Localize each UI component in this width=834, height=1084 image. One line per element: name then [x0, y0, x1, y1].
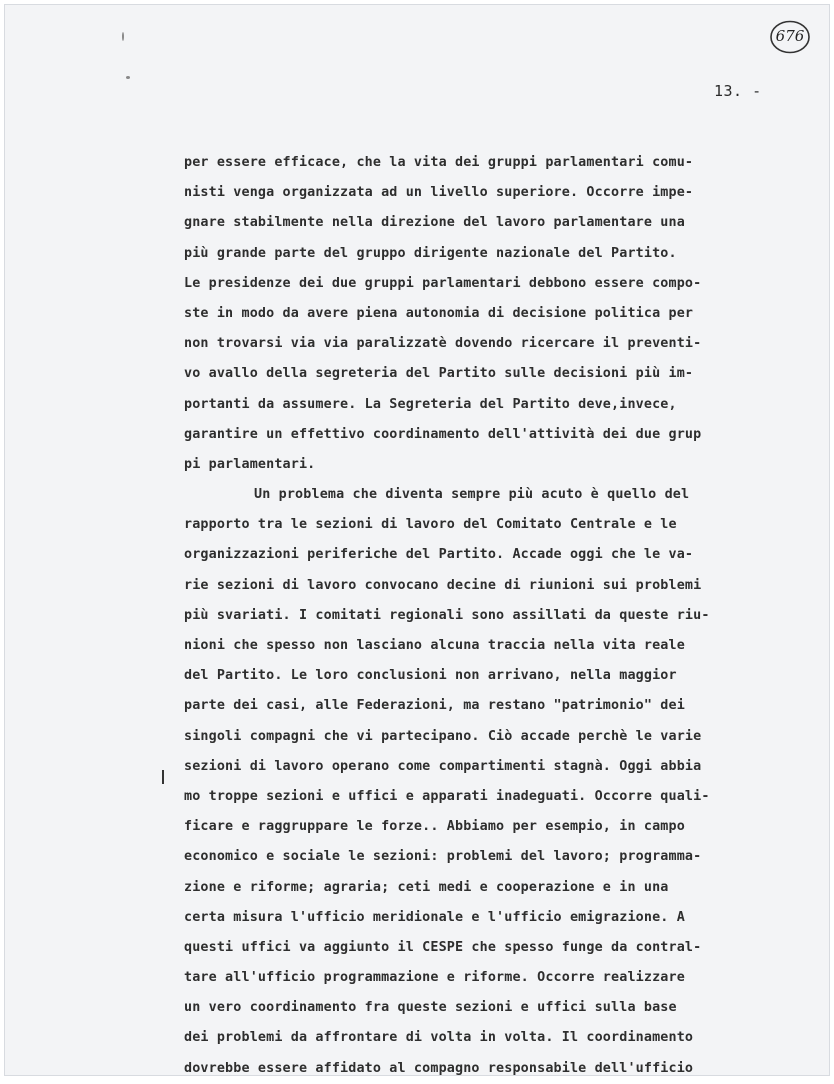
text-line: vo avallo della segreteria del Partito sulle decisioni più im- [184, 366, 694, 382]
text-line: nisti venga organizzata ad un livello superiore. Occorre impe- [184, 185, 694, 201]
typewritten-page [4, 4, 830, 1076]
text-line: pi parlamentari. [184, 456, 316, 472]
text-line: gnare stabilmente nella direzione del lavoro parlamentare una [184, 215, 685, 231]
text-line: dovrebbe essere affidato al compagno responsabile dell'ufficio [184, 1060, 694, 1076]
page-number: 13. - [714, 82, 762, 100]
body-text [184, 148, 810, 1084]
text-line: sezioni di lavoro operano come compartimenti stagnà. Oggi abbia [184, 758, 702, 774]
text-line: rapporto tra le sezioni di lavoro del Comitato Centrale e le [184, 517, 677, 533]
text-line: un vero coordinamento fra queste sezioni e uffici sulla base [184, 1000, 677, 1016]
text-line: certa misura l'ufficio meridionale e l'ufficio emigrazione. A [184, 909, 685, 925]
text-line: rie sezioni di lavoro convocano decine di riunioni sui problemi [184, 577, 702, 593]
text-line: non trovarsi via via paralizzatè dovendo ricercare il preventi- [184, 336, 702, 352]
text-line: singoli compagni che vi partecipano. Ciò accade perchè le varie [184, 728, 702, 744]
text-line: ste in modo da avere piena autonomia di decisione politica per [184, 305, 694, 321]
text-line: tare all'ufficio programmazione e riforme. Occorre realizzare [184, 970, 685, 986]
text-line: Un problema che diventa sempre più acuto è quello del [254, 487, 690, 503]
text-line: questi uffici va aggiunto il CESPE che spesso funge da contral- [184, 939, 702, 955]
text-line: garantire un effettivo coordinamento dell'attività dei due grup [184, 426, 702, 442]
text-line: più svariati. I comitati regionali sono assillati da queste riu- [184, 607, 710, 623]
text-line: economico e sociale le sezioni: problemi del lavoro; programma- [184, 849, 702, 865]
text-line: Le presidenze dei due gruppi parlamentari debbono essere compo- [184, 275, 702, 291]
folio-number: 676 [775, 27, 805, 45]
text-line: zione e riforme; agraria; ceti medi e cooperazione e in una [184, 879, 669, 895]
margin-mark [162, 770, 164, 784]
text-line: organizzazioni periferiche del Partito. Accade oggi che le va- [184, 547, 694, 563]
text-line: per essere efficace, che la vita dei gruppi parlamentari comu- [184, 155, 694, 170]
text-line: parte dei casi, alle Federazioni, ma restano "patrimonio" dei [184, 698, 685, 714]
text-line: dei problemi da affrontare di volta in volta. Il coordinamento [184, 1030, 694, 1046]
folio-stamp [768, 18, 812, 56]
text-line: ficare e raggruppare le forze.. Abbiamo per esempio, in campo [184, 819, 685, 835]
text-line: nioni che spesso non lasciano alcuna traccia nella vita reale [184, 638, 685, 653]
scan-speck [122, 32, 124, 41]
text-line: più grande parte del gruppo dirigente nazionale del Partito. [184, 245, 677, 261]
scan-speck [126, 76, 130, 79]
text-line: del Partito. Le loro conclusioni non arrivano, nella maggior [184, 668, 677, 684]
text-line: mo troppe sezioni e uffici e apparati inadeguati. Occorre quali- [184, 788, 710, 804]
text-line: portanti da assumere. La Segreteria del Partito deve,invece, [184, 396, 677, 412]
